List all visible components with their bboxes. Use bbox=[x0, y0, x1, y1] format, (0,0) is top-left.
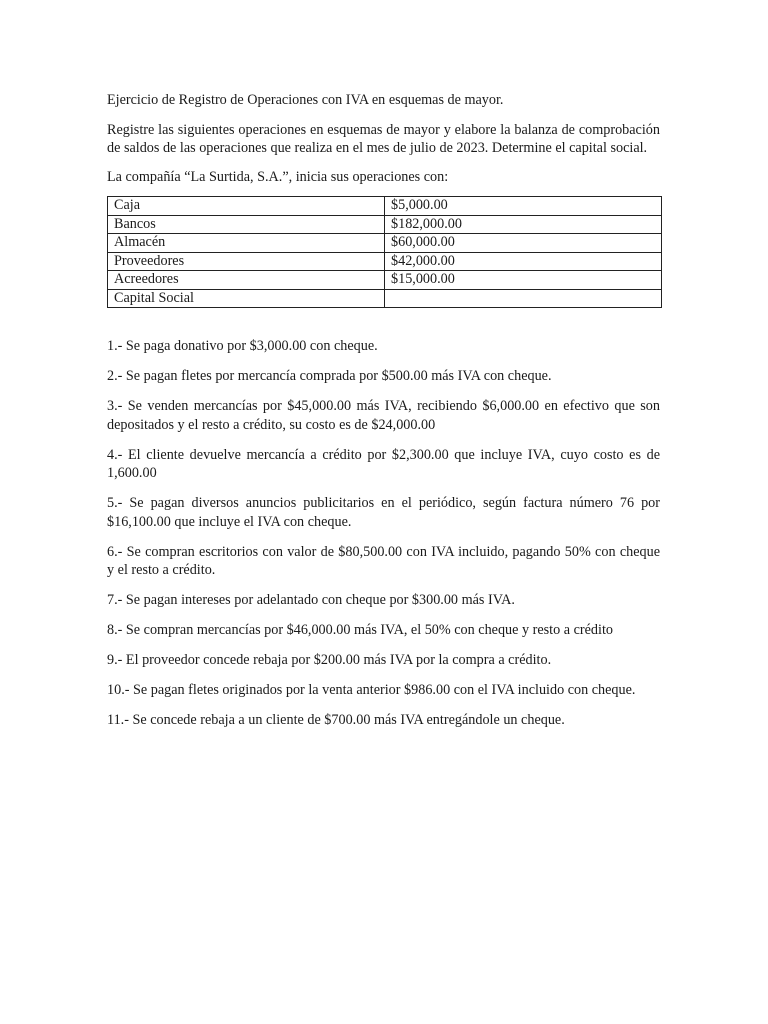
table-row bbox=[108, 252, 662, 271]
operation-item: 5.- Se pagan diversos anuncios publicitarios en el periódico, según factura número 76 por $16,100.00 que incluye el IVA con cheque. bbox=[107, 495, 660, 530]
table-row bbox=[108, 289, 662, 308]
table-row bbox=[108, 234, 662, 253]
amount-cell: $60,000.00 bbox=[385, 234, 662, 253]
operation-item: 11.- Se concede rebaja a un cliente de $700.00 más IVA entregándole un cheque. bbox=[107, 712, 565, 728]
table-row bbox=[108, 215, 662, 234]
operation-item: 4.- El cliente devuelve mercancía a crédito por $2,300.00 que incluye IVA, cuyo costo es de 1,600.00 bbox=[107, 446, 660, 481]
amount-cell bbox=[385, 289, 662, 308]
operation-item: 10.- Se pagan fletes originados por la venta anterior $986.00 con el IVA incluido con cheque. bbox=[107, 682, 636, 698]
account-cell: Caja bbox=[108, 197, 385, 216]
operation-item: 6.- Se compran escritorios con valor de $80,500.00 con IVA incluido, pagando 50% con cheque y el resto a crédito. bbox=[107, 543, 660, 578]
operation-item: 1.- Se paga donativo por $3,000.00 con cheque. bbox=[107, 338, 378, 354]
amount-cell: $5,000.00 bbox=[385, 197, 662, 216]
document-page bbox=[107, 91, 660, 741]
company-intro: La compañía “La Surtida, S.A.”, inicia sus operaciones con: bbox=[107, 168, 449, 185]
opening-balances-table bbox=[107, 196, 662, 308]
operations-list bbox=[107, 337, 660, 730]
table-row bbox=[108, 271, 662, 290]
operation-item: 9.- El proveedor concede rebaja por $200.00 más IVA por la compra a crédito. bbox=[107, 652, 552, 668]
account-cell: Bancos bbox=[108, 215, 385, 234]
operation-item: 8.- Se compran mercancías por $46,000.00 más IVA, el 50% con cheque y resto a crédito bbox=[107, 622, 613, 638]
account-cell: Acreedores bbox=[108, 271, 385, 290]
amount-cell: $42,000.00 bbox=[385, 252, 662, 271]
operation-item: 7.- Se pagan intereses por adelantado con cheque por $300.00 más IVA. bbox=[107, 592, 515, 608]
amount-cell: $15,000.00 bbox=[385, 271, 662, 290]
account-cell: Proveedores bbox=[108, 252, 385, 271]
operation-item: 3.- Se venden mercancías por $45,000.00 más IVA, recibiendo $6,000.00 en efectivo que son depositados y el resto a crédito, su costo es de $24,000.00 bbox=[107, 398, 660, 433]
account-cell: Almacén bbox=[108, 234, 385, 253]
document-heading: Ejercicio de Registro de Operaciones con IVA en esquemas de mayor. bbox=[107, 92, 504, 108]
account-cell: Capital Social bbox=[108, 289, 385, 308]
amount-cell: $182,000.00 bbox=[385, 215, 662, 234]
instructions-paragraph: Registre las siguientes operaciones en esquemas de mayor y elabore la balanza de comprobación de saldos de las operaciones que realiza en el mes de julio de 2023. Determine el capital social. bbox=[107, 121, 660, 156]
table-row bbox=[108, 197, 662, 216]
operation-item: 2.- Se pagan fletes por mercancía comprada por $500.00 más IVA con cheque. bbox=[107, 368, 552, 384]
